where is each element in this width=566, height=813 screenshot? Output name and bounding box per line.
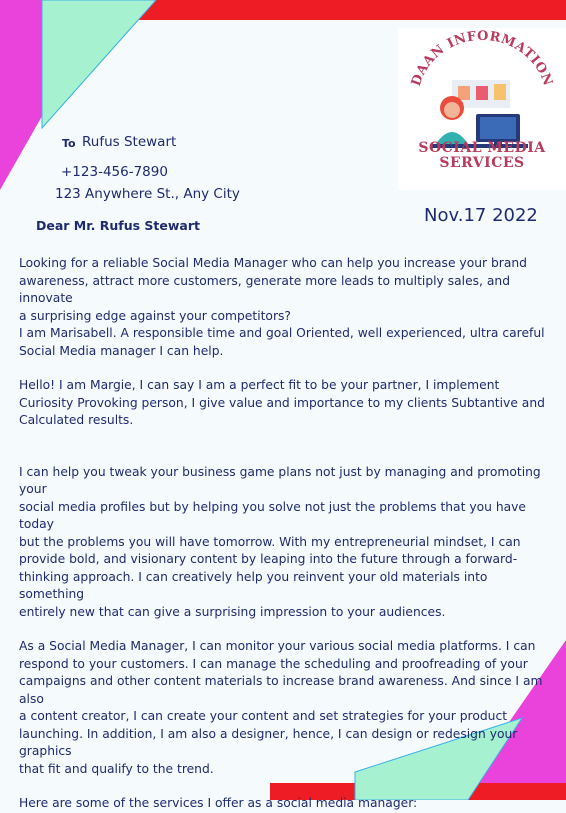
body-paragraph: As a Social Media Manager, I can monitor your various social media platforms. I can respond to your customers. I can manage the scheduling and proofreading of your campaigns and other content materials to increase brand awareness. And since I am also a content creator, I can create your content and set strategies for your product launching. In addition, I am also a designer, hence, I can design or redesign your graphics that fit and qualify to the trend. — [19, 639, 543, 776]
logo-arc-text: DAAN INFORMATION — [408, 28, 556, 89]
recipient-phone: +123-456-7890 — [61, 164, 168, 180]
recipient-name: Rufus Stewart — [82, 134, 177, 150]
woman-at-computer-illustration — [432, 80, 528, 148]
top-left-mint-triangle — [42, 0, 156, 128]
logo-line1: SOCIAL MEDIA — [418, 140, 546, 156]
body-paragraph: I can help you tweak your business game plans not just by managing and promoting your social media profiles but by helping you solve not just the problems that you have today but the problems you will have tomorrow. With my entrepreneurial mindset, I can provide bold, and visionary content by leaping into the future through a forward- thinking approach. I can creatively help you reinvent your old materials into something entirely new that can give a surprising impression to your audiences. — [19, 464, 541, 619]
salutation: Dear Mr. Rufus Stewart — [36, 218, 200, 233]
letter-date: Nov.17 2022 — [424, 205, 538, 226]
body-paragraph: Hello! I am Margie, I can say I am a perfect fit to be your partner, I implement Curiosity Provoking person, I give value and importance to my clients Subtantive and Calculated results. — [19, 378, 545, 427]
logo-line2: SERVICES — [439, 155, 525, 171]
to-label: To — [62, 137, 76, 150]
body-paragraph: Here are some of the services I offer as a social media manager: — [19, 796, 418, 810]
company-logo — [398, 28, 566, 190]
recipient-address: 123 Anywhere St., Any City — [55, 186, 240, 202]
letter-body — [19, 255, 549, 813]
body-paragraph: Looking for a reliable Social Media Manager who can help you increase your brand awareness, attract more customers, generate more leads to multiply sales, and innovate a surprising edge against your competitors? I am Marisabell. A responsible time and goal Oriented, well experienced, ultra careful Social Media manager I can help. — [19, 256, 545, 358]
